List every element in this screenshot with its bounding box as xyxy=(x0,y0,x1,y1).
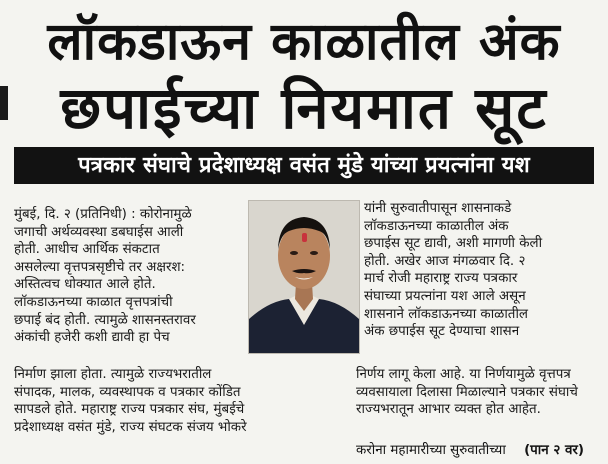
article-line: छपाईस सूट द्यावी, अशी मागणी केली xyxy=(364,236,543,252)
article-line: छपाई बंद होती. त्यामुळे शासनस्तरावर xyxy=(14,312,196,328)
article-line: राज्यभरातून आभार व्यक्त होत आहेत. xyxy=(356,402,541,418)
article-line: संघाच्या प्रयत्नांना यश आले असून xyxy=(364,288,526,304)
headline-line-1: लॉकडाऊन काळातील अंक xyxy=(47,12,561,72)
article-column-left xyxy=(14,206,246,347)
article-line: निर्माण झाला होता. त्यामुळे राज्यभरातील xyxy=(14,367,212,382)
headline-line-2: छपाईच्या नियमात सूट xyxy=(60,74,548,142)
article-line: यांनी सुरुवातीपासून शासनाकडे xyxy=(364,201,512,216)
person-photo xyxy=(248,200,360,354)
article-line: संपादक, मालक, व्यवस्थापक व पत्रकार कोंडित xyxy=(14,384,241,400)
article-line: व्यवसायाला दिलासा मिळाल्याने पत्रकार संघाचे xyxy=(356,384,578,400)
article-line: अस्तित्वच धोक्यात आले होते. xyxy=(14,277,156,293)
article-line: अंकांची हजेरी कशी द्यावी हा पेच xyxy=(14,330,170,346)
article-line: होती. अखेर आज मंगळवार दि. २ xyxy=(364,253,526,269)
subheadline-banner: पत्रकार संघाचे प्रदेशाध्यक्ष वसंत मुंडे यांच्या प्रयत्नांना यश xyxy=(14,147,594,184)
article-column-right-bottom xyxy=(356,366,602,419)
article-column-right xyxy=(364,200,598,341)
article-line: अंक छपाईस सूट देण्याचा शासन xyxy=(364,324,520,340)
article-line: लॉकडाऊनच्या काळात वृत्तपत्रांची xyxy=(14,294,173,310)
article-line: मुंबई, दि. २ (प्रतिनिधी) : कोरोनामुळे xyxy=(14,207,192,222)
article-line: असलेल्या वृत्तपत्रसृष्टीचे तर अक्षरश: xyxy=(14,259,186,275)
article-footer xyxy=(356,441,606,461)
article-line: निर्णय लागू केला आहे. या निर्णयामुळे वृत्तपत्र xyxy=(356,367,571,382)
article-line: मार्च रोजी महाराष्ट्र राज्य पत्रकार xyxy=(364,271,518,287)
article-line: सापडले होते. महाराष्ट्र राज्य पत्रकार संघ, मुंबईचे xyxy=(14,402,245,418)
article-line: प्रदेशाध्यक्ष वसंत मुंडे, राज्य संघटक संजय भोकरे xyxy=(14,419,247,435)
article-line: होती. आधीच आर्थिक संकटात xyxy=(14,242,160,258)
article-column-left-bottom xyxy=(14,366,346,436)
article-last-line: करोना महामारीच्या सुरुवातीच्या xyxy=(356,443,506,458)
article-line: शासनाने लॉकडाऊनच्या काळातील xyxy=(364,306,528,322)
portrait-icon xyxy=(249,201,359,353)
continued-on-page-2: (पान २ वर) xyxy=(524,443,585,458)
article-line: लॉकडाऊनच्या काळातील अंक xyxy=(364,218,509,234)
article-line: जगाची अर्थव्यवस्था डबघाईस आली xyxy=(14,224,184,240)
